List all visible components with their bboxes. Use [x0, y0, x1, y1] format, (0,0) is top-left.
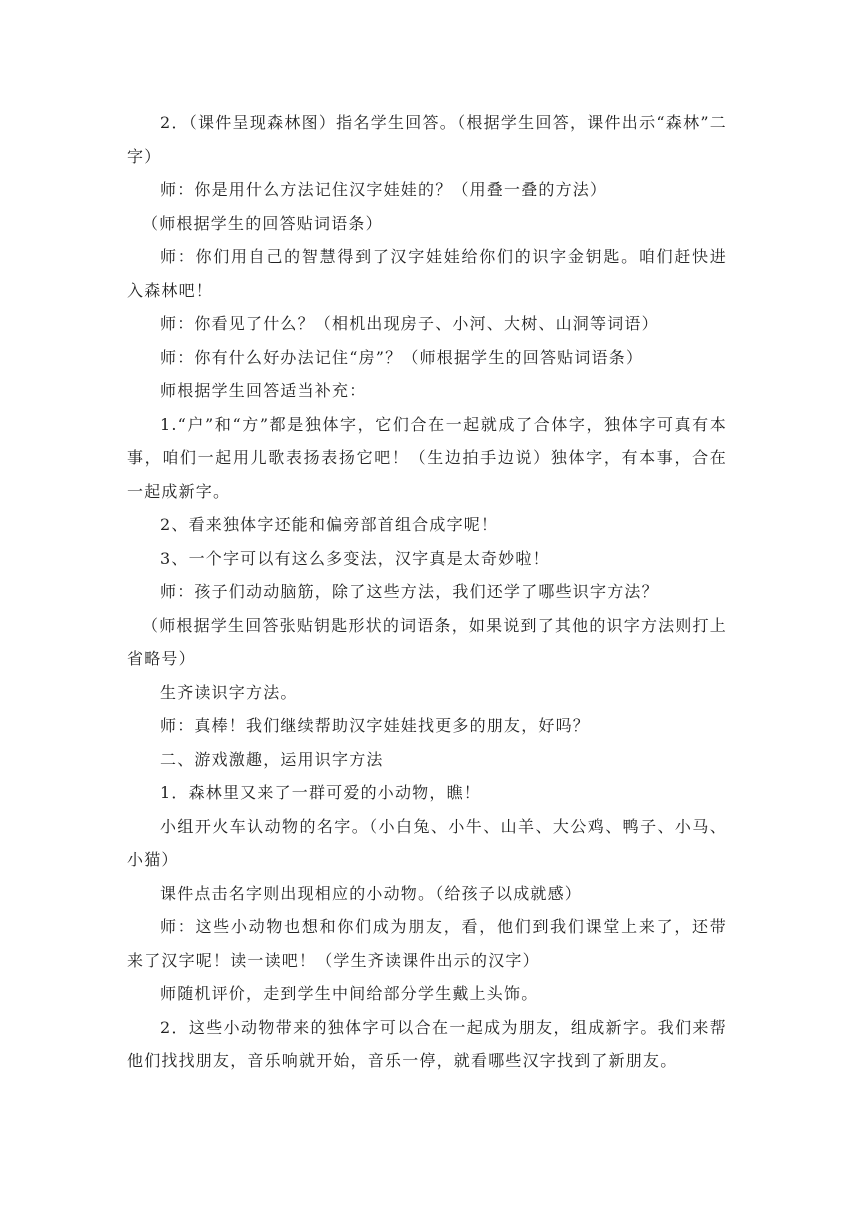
paragraph: 师：孩子们动动脑筋，除了这些方法，我们还学了哪些识字方法？: [160, 582, 659, 601]
paragraph: 课件点击名字则出现相应的小动物。（给孩子以成就感）: [160, 883, 583, 903]
paragraph: 师：真棒！我们继续帮助汉字娃娃找更多的朋友，好吗？: [160, 716, 591, 735]
paragraph: 师：你是用什么方法记住汉字娃娃的？（用叠一叠的方法）: [160, 180, 608, 199]
paragraph: 师：你看见了什么？（相机出现房子、小河、大树、山洞等词语）: [160, 314, 659, 333]
paragraph: 1.“户”和“方”都是独体字，它们合在一起就成了合体字，独体字可真有本事，咱们一起用儿歌表扬表扬它吧！（生边拍手边说）独体字，有本事，合在一起成新字。: [127, 414, 727, 501]
paragraph: 师：这些小动物也想和你们成为朋友，看，他们到我们课堂上来了，还带来了汉字呢！读一读吧！（学生齐读课件出示的汉字）: [127, 917, 727, 970]
paragraph: 师：你有什么好办法记住“房”？（师根据学生的回答贴词语条）: [160, 347, 644, 367]
paragraph: （师根据学生的回答贴词语条）: [142, 213, 383, 233]
paragraph: 生齐读识字方法。: [160, 682, 298, 702]
paragraph: 1．森林里又来了一群可爱的小动物，瞧！: [160, 783, 481, 802]
paragraph: 小组开火车认动物的名字。（小白兔、小牛、山羊、大公鸡、鸭子、小马、小猫）: [127, 816, 727, 869]
paragraph: 2．（课件呈现森林图）指名学生回答。（根据学生回答，课件出示“森林”二字）: [127, 113, 727, 166]
section-heading: 二、游戏激趣，运用识字方法: [160, 749, 384, 769]
paragraph: 2、看来独体字还能和偏旁部首组合成字呢！: [160, 515, 499, 534]
paragraph: 师根据学生回答适当补充：: [160, 381, 367, 400]
paragraph: 师随机评价，走到学生中间给部分学生戴上头饰。: [160, 984, 539, 1003]
paragraph: （师根据学生回答张贴钥匙形状的词语条，如果说到了其他的识字方法则打上省略号）: [127, 615, 727, 668]
document-body: [127, 106, 727, 1078]
paragraph: 3、一个字可以有这么多变法，汉字真是太奇妙啦！: [160, 548, 550, 568]
paragraph: 2．这些小动物带来的独体字可以合在一起成为朋友，组成新字。我们来帮他们找找朋友，音乐响就开始，音乐一停，就看哪些汉字找到了新朋友。: [127, 1017, 727, 1070]
paragraph: 师：你们用自己的智慧得到了汉字娃娃给你们的识字金钥匙。咱们赶快进入森林吧！: [127, 247, 727, 300]
